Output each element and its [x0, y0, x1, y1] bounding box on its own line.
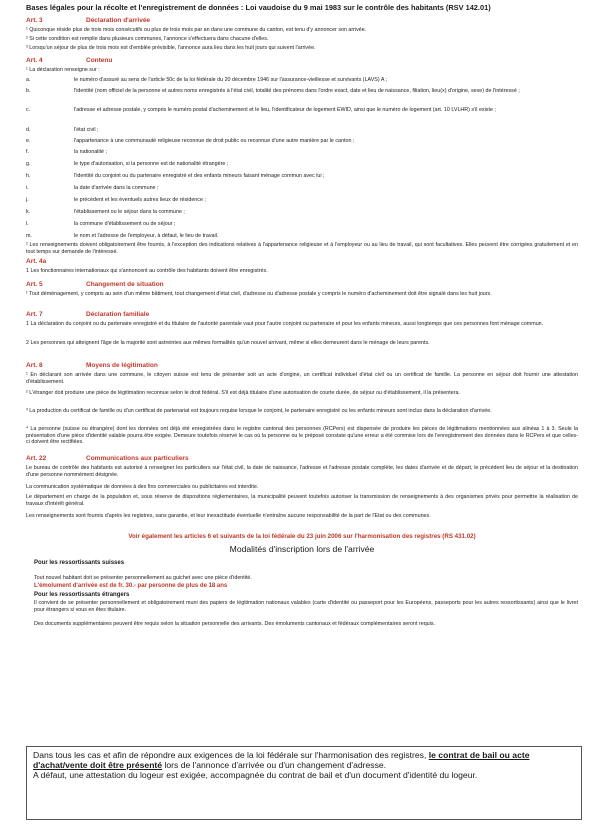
art5-paragraph-1: ¹ Tout déménagement, y compris au sein d'un même bâtiment, tout changement d'état civil, d'adresse ou d'adresse postale y compris le numéro d'acheminement doit être signalé dans les huit jours. [26, 291, 492, 297]
list-item-key: m. [26, 233, 32, 239]
list-item-text: le nom et l'adresse de l'employeur, à défaut, le lieu de travail. [74, 233, 219, 239]
article-number: Art. 4 [26, 57, 43, 64]
article-4a-heading: Art. 4a [26, 258, 47, 265]
notice-text: Dans tous les cas et afin de répondre aux exigences de la loi fédérale sur l'harmonisation des registres, [33, 750, 429, 760]
see-also-note: Voir également les articles 6 et suivants de la loi fédérale du 23 juin 2006 sur l'harmonisation des registres (RS 431.02) [128, 533, 476, 540]
art3-paragraph-3: ³ Lorsqu'un séjour de plus de trois mois est d'emblée prévisible, l'annonce aura lieu dans les huit jours qui suivent l'arrivée. [26, 45, 316, 51]
article-title: Déclaration familiale [86, 311, 150, 318]
article-number: Art. 22 [26, 455, 47, 462]
list-item-text: le précédent et les éventuels autres lieux de résidence ; [74, 197, 206, 203]
article-title: Moyens de légitimation [86, 362, 158, 369]
article-5-heading [26, 281, 164, 288]
modalities-title: Modalités d'inscription lors de l'arrivée [229, 544, 375, 554]
foreign-text: Il convient de se présenter personnellement et obligatoirement muni des papiers de légitimation nationaux valables (carte d'identité ou passeport pour les Européens, passeports pour les autres ressortissants) ainsi que le livret pour étrangers si vous en êtes titulaire. [34, 600, 578, 613]
article-8-heading [26, 362, 158, 369]
art8-paragraph-2: ² L'étranger doit produire une pièce de légitimation reconnue selon le droit fédéral. S'il est déjà titulaire d'une autorisation de courte durée, de séjour ou d'établissement, il la présentera. [26, 390, 460, 396]
list-item-text: le numéro d'assuré au sens de l'article 50c de la loi fédérale du 20 décembre 1946 sur l'assurance-vieillesse et survivants (LAVS) A ; [74, 77, 388, 83]
art4a-paragraph-1: 1 Les fonctionnaires internationaux qui s'annoncent au contrôle des habitants doivent être enregistrés. [26, 268, 268, 274]
notice-paragraph-1 [33, 750, 575, 770]
article-title: Communications aux particuliers [86, 455, 189, 462]
list-item-key: h. [26, 173, 31, 179]
fee-note: L'émolument d'arrivée est de fr. 30.- par personne de plus de 18 ans [34, 583, 228, 589]
art8-paragraph-1: ¹ En déclarant son arrivée dans une commune, le citoyen suisse est tenu de présenter soit un acte d'origine, un certificat individuel d'état civil ou un certificat de famille. La personne en séjour doit fournir une attestation d'établissement. [26, 372, 578, 385]
list-item-key: k. [26, 209, 31, 215]
notice-text: lors de l'annonce d'arrivée ou d'un changement d'adresse. [162, 760, 387, 770]
list-item-key: i. [26, 185, 29, 191]
document-header: Bases légales pour la récolte et l'enregistrement de données : Loi vaudoise du 9 mai 1983 sur le contrôle des habitants (RSV 142.01) [26, 3, 491, 12]
art8-paragraph-3: ³ La production du certificat de famille ou d'un certificat de partenariat est toujours requise lorsque le conjoint, le partenaire enregistré ou les enfants mineurs sont inclus dans la déclaration d'arrivée. [26, 408, 492, 414]
article-3-heading [26, 17, 151, 24]
documents-note: Des documents supplémentaires peuvent être requis selon la situation personnelle des arrivants. Des émoluments cantonaux et fédéraux complémentaires seront requis. [34, 621, 435, 627]
list-item-text: l'état civil ; [74, 127, 99, 133]
list-item-key: j. [26, 197, 29, 203]
article-number: Art. 5 [26, 281, 43, 288]
article-title: Déclaration d'arrivée [86, 17, 151, 24]
art22-paragraph-3: Le département en charge de la population et, sous réserve de dispositions réglementaires, la municipalité peuvent toutefois autoriser la transmission de renseignements à des organismes privés pour permettre la réalisation de travaux d'intérêt général. [26, 494, 578, 507]
art8-paragraph-4: ⁴ La personne (suisse ou étrangère) dont les données ont déjà été enregistrées dans le registre cantonal des personnes (RCPers) est dispensée de produire les pièces de légitimations mentionnées aux alinéas 1 à 3. Seule la présentation d'une pièce d'identité valable pourra être exigée. Demeure toutefois réservé le cas où la personne ou le préposé constate qu'une erreur a été commise lors de l'enregistrement des données dans le RCPers et que celles-ci doivent être rectifiées. [26, 426, 578, 446]
art4-intro: ¹ La déclaration renseigne sur : [26, 67, 100, 73]
article-title: Contenu [86, 57, 113, 64]
foreign-section-title: Pour les ressortissants étrangers [34, 592, 130, 598]
article-22-heading [26, 455, 189, 462]
list-item-key: g. [26, 161, 31, 167]
list-item-text: la date d'arrivée dans la commune ; [74, 185, 159, 191]
important-notice-box [26, 746, 582, 820]
list-item-key: b. [26, 88, 31, 94]
list-item-text: le type d'autorisation, si la personne est de nationalité étrangère ; [74, 161, 229, 167]
art22-paragraph-2: La communication systématique de données à des fins commerciales ou publicitaires est interdite. [26, 484, 259, 490]
list-item-key: e. [26, 138, 31, 144]
art7-paragraph-1: 1 La déclaration du conjoint ou du partenaire enregistré et du titulaire de l'autorité parentale vaut pour l'autre conjoint ou partenaire et pour les enfants mineurs, aussi longtemps que ces personnes font ménage commun. [26, 321, 544, 327]
article-number: Art. 3 [26, 17, 43, 24]
art7-paragraph-2: 2 Les personnes qui atteignent l'âge de la majorité sont astreintes aux mêmes formalités qu'un nouvel arrivant, même si elles demeurent dans le ménage de leurs parents. [26, 340, 430, 346]
article-number: Art. 8 [26, 362, 43, 369]
list-item-text: l'identité du conjoint ou du partenaire enregistré et des enfants mineurs faisant ménage commun avec lui ; [74, 173, 325, 179]
list-item-text: la nationalité ; [74, 149, 107, 155]
list-item-text: l'établissement ou le séjour dans la commune ; [74, 209, 185, 215]
art3-paragraph-2: ² Si cette condition est remplie dans plusieurs communes, l'annonce s'effectuera dans chacune d'elles. [26, 36, 269, 42]
list-item-text: l'appartenance à une communauté religieuse reconnue de droit public ou reconnue d'une autre manière par le canton ; [74, 138, 355, 144]
art22-paragraph-1: Le bureau de contrôle des habitants est autorisé à renseigner les particuliers sur l'état civil, la date de naissance, l'adresse et l'adresse postale complète, les dates d'arrivée et de départ, le précédent lieu de séjour et la destination d'une personne nommément désignée. [26, 465, 578, 478]
list-item-text: l'adresse et adresse postale, y compris le numéro postal d'acheminement et le lieu, l'identificateur de logement EWID, ainsi que le numéro de logement (art. 10 LVLHR) s'il existe ; [74, 107, 496, 113]
art4-paragraph-2: ² Les renseignements doivent obligatoirement être fournis, à l'exception des indications relatives à l'appartenance religieuse et à l'employeur ou au lieu de travail, qui sont facultatives. Elles peuvent être corrigées gratuitement et en tout temps sur demande de l'intéressé. [26, 242, 578, 255]
art22-paragraph-4: Les renseignements sont fournis d'après les registres, sans garantie, et leur inexactitude éventuelle n'entraîne aucune responsabilité de la part de l'Etat ou des communes. [26, 513, 431, 519]
notice-paragraph-2: A défaut, une attestation du logeur est exigée, accompagnée du contrat de bail et d'un document d'identité du logeur. [33, 770, 478, 780]
list-item-key: d. [26, 127, 31, 133]
article-number: Art. 7 [26, 311, 43, 318]
list-item-key: a. [26, 77, 31, 83]
notice-emphasis: le contrat de bail ou acte d'achat/vente doit être présenté [33, 750, 530, 770]
list-item-text: l'identité (nom officiel de la personne et autres noms enregistrés à l'état civil, totalité des prénoms dans l'ordre exact, date et lieu de naissance, filiation, lieu(x) d'origine, sexe) de l'intéressé ; [74, 88, 520, 94]
list-item-text: la commune d'établissement ou de séjour ; [74, 221, 176, 227]
article-7-heading [26, 311, 150, 318]
list-item-key: f. [26, 149, 29, 155]
list-item-key: c. [26, 107, 31, 113]
swiss-text: Tout nouvel habitant doit se présenter personnellement au guichet avec une pièce d'identité. [34, 575, 252, 581]
article-title: Changement de situation [86, 281, 164, 288]
list-item-key: l. [26, 221, 29, 227]
swiss-section-title: Pour les ressortissants suisses [34, 560, 125, 566]
article-4-heading [26, 57, 113, 64]
art3-paragraph-1: ¹ Quiconque réside plus de trois mois consécutifs ou plus de trois mois par an dans une commune du canton, est tenu d'y annoncer son arrivée. [26, 27, 367, 33]
